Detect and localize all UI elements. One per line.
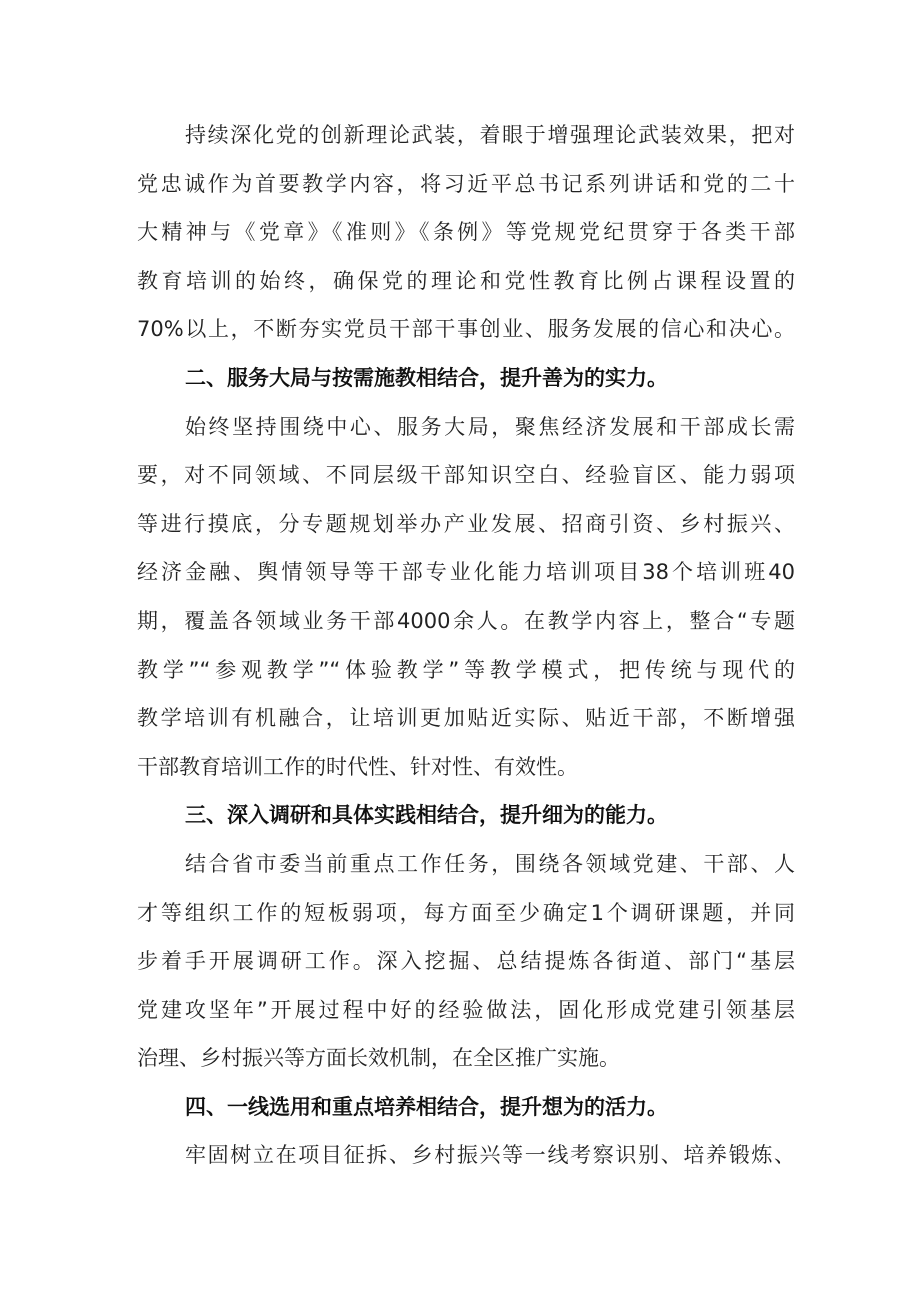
paragraph-line: 始终坚持围绕中心、服务大局，聚焦经济发展和干部成长需	[185, 414, 795, 439]
paragraph-line: 牢固树立在项目征拆、乡村振兴等一线考察识别、培养锻炼、	[185, 1143, 795, 1168]
paragraph-line: 才等组织工作的短板弱项，每方面至少确定1个调研课题，并同	[137, 900, 795, 925]
paragraph-line: 治理、乡村振兴等方面长效机制，在全区推广实施。	[137, 1046, 620, 1071]
paragraph-line: 经济金融、舆情领导等干部专业化能力培训项目38个培训班40	[137, 560, 795, 585]
paragraph-line: 教学培训有机融合，让培训更加贴近实际、贴近干部，不断增强	[137, 706, 795, 731]
paragraph-line: 等进行摸底，分专题规划举办产业发展、招商引资、乡村振兴、	[137, 511, 795, 536]
paragraph-line: 70%以上，不断夯实党员干部干事创业、服务发展的信心和决心。	[137, 317, 795, 342]
paragraph-line: 教育培训的始终，确保党的理论和党性教育比例占课程设置的	[137, 268, 795, 293]
paragraph-line: 持续深化党的创新理论武装，着眼于增强理论武装效果，把对	[185, 123, 795, 147]
paragraph-line: 大精神与《党章》《准则》《条例》等党规党纪贯穿于各类干部	[137, 220, 795, 245]
section-heading: 四、一线选用和重点培养相结合，提升想为的活力。	[185, 1094, 668, 1119]
section-heading: 二、服务大局与按需施教相结合，提升善为的实力。	[185, 365, 668, 390]
paragraph-line: 期，覆盖各领域业务干部4000余人。在教学内容上，整合“专题	[137, 608, 795, 633]
paragraph-line: 党建攻坚年”开展过程中好的经验做法，固化形成党建引领基层	[137, 997, 795, 1022]
paragraph-line: 干部教育培训工作的时代性、针对性、有效性。	[137, 754, 578, 779]
paragraph-line: 要，对不同领域、不同层级干部知识空白、经验盲区、能力弱项	[137, 463, 795, 488]
paragraph-line: 教学”“参观教学”“体验教学”等教学模式，把传统与现代的	[137, 657, 795, 682]
section-heading: 三、深入调研和具体实践相结合，提升细为的能力。	[185, 803, 668, 828]
paragraph-line: 步着手开展调研工作。深入挖掘、总结提炼各街道、部门“基层	[137, 949, 795, 974]
paragraph-line: 结合省市委当前重点工作任务，围绕各领域党建、干部、人	[185, 851, 795, 876]
document-body	[137, 111, 795, 1180]
paragraph-line: 党忠诚作为首要教学内容，将习近平总书记系列讲话和党的二十	[137, 171, 795, 196]
